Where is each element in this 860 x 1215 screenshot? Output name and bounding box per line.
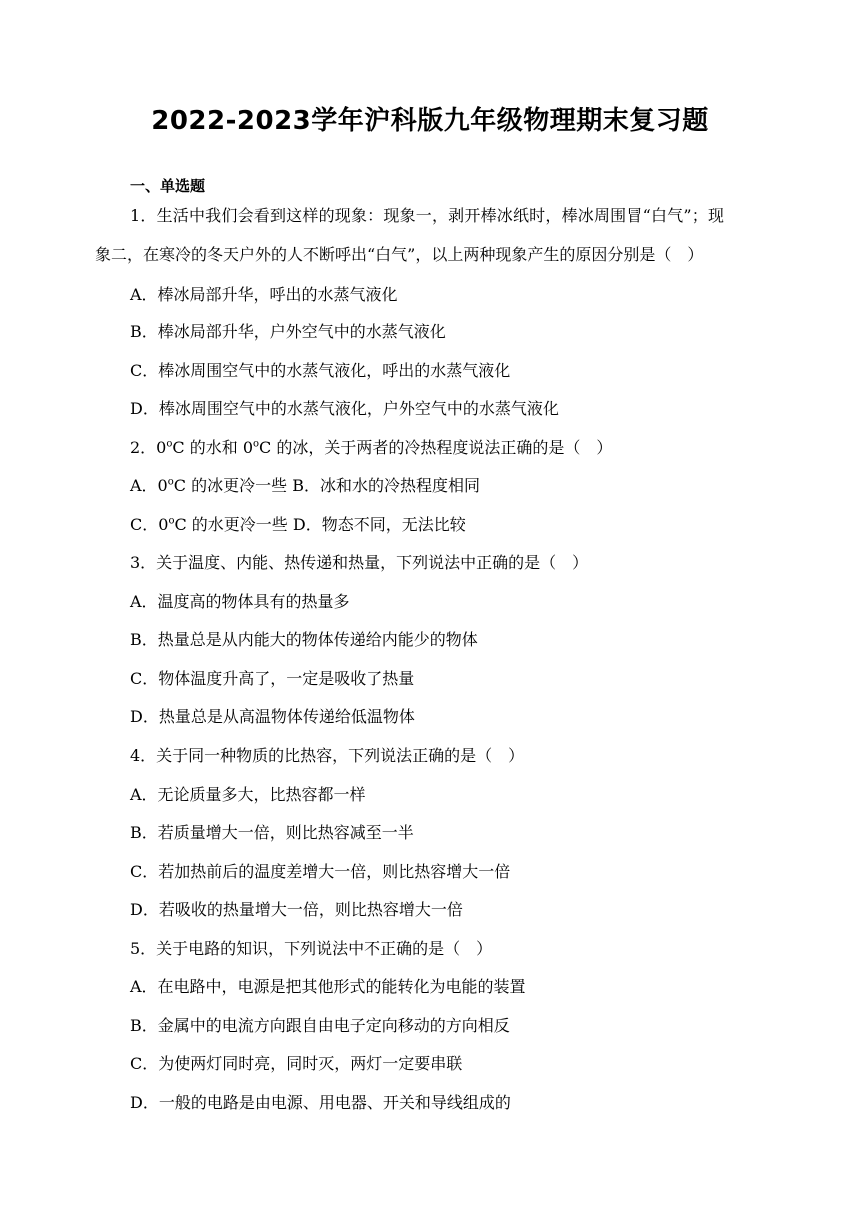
question-2-stem-part: 2．0 — [130, 438, 167, 457]
question-1-line-2: 象二，在寒冷的冬天户外的人不断呼出“白气”，以上两种现象产生的原因分别是（ ） — [95, 245, 704, 264]
question-1-line-1: 1．生活中我们会看到这样的现象：现象一，剥开棒冰纸时，棒冰周围冒“白气”；现 — [130, 206, 725, 225]
document-title: 2022-2023学年沪科版九年级物理期末复习题 — [151, 106, 709, 136]
question-3-option-c: C．物体温度升高了，一定是吸收了热量 — [130, 669, 415, 688]
question-3-option-d: D．热量总是从高温物体传递给低温物体 — [130, 707, 415, 726]
question-5-option-b: B．金属中的电流方向跟自由电子定向移动的方向相反 — [130, 1016, 510, 1035]
question-3-option-a: A．温度高的物体具有的热量多 — [130, 592, 350, 611]
question-5-option-a: A．在电路中，电源是把其他形式的能转化为电能的装置 — [130, 977, 526, 996]
question-1-option-d: D．棒冰周围空气中的水蒸气液化，户外空气中的水蒸气液化 — [130, 399, 559, 418]
option-part: A．0 — [130, 476, 168, 495]
option-part: C．0 — [130, 515, 169, 534]
option-part: C 的冰更冷一些 B．冰和水的冷热程度相同 — [173, 476, 480, 495]
question-2-stem-part: C 的冰，关于两者的冷热程度说法正确的是（ ） — [259, 438, 613, 457]
question-4-option-b: B．若质量增大一倍，则比热容减至一半 — [130, 823, 414, 842]
question-2-options-ab — [130, 476, 480, 496]
degree-symbol: o — [253, 438, 260, 450]
question-2-stem — [130, 438, 612, 458]
question-2-stem-part: C 的水和 0 — [172, 438, 254, 457]
question-4-option-c: C．若加热前后的温度差增大一倍，则比热容增大一倍 — [130, 862, 511, 881]
degree-symbol: o — [168, 515, 175, 527]
question-5-option-d: D．一般的电路是由电源、用电器、开关和导线组成的 — [130, 1093, 511, 1112]
question-4-stem: 4．关于同一种物质的比热容，下列说法正确的是（ ） — [130, 746, 525, 765]
question-3-option-b: B．热量总是从内能大的物体传递给内能少的物体 — [130, 630, 478, 649]
question-5-option-c: C．为使两灯同时亮，同时灭，两灯一定要串联 — [130, 1054, 463, 1073]
question-5-stem: 5．关于电路的知识，下列说法中不正确的是（ ） — [130, 939, 493, 958]
section-heading: 一、单选题 — [130, 177, 206, 195]
question-1-option-a: A．棒冰局部升华，呼出的水蒸气液化 — [130, 285, 398, 304]
question-1-option-c: C．棒冰周围空气中的水蒸气液化，呼出的水蒸气液化 — [130, 361, 511, 380]
degree-symbol: o — [166, 438, 173, 450]
question-4-option-d: D．若吸收的热量增大一倍，则比热容增大一倍 — [130, 900, 463, 919]
question-3-stem: 3．关于温度、内能、热传递和热量，下列说法中正确的是（ ） — [130, 553, 589, 572]
question-4-option-a: A．无论质量多大，比热容都一样 — [130, 785, 366, 804]
degree-symbol: o — [167, 476, 174, 488]
option-part: C 的水更冷一些 D．物态不同，无法比较 — [174, 515, 466, 534]
question-2-options-cd — [130, 515, 466, 535]
question-1-option-b: B．棒冰局部升华，户外空气中的水蒸气液化 — [130, 322, 446, 341]
